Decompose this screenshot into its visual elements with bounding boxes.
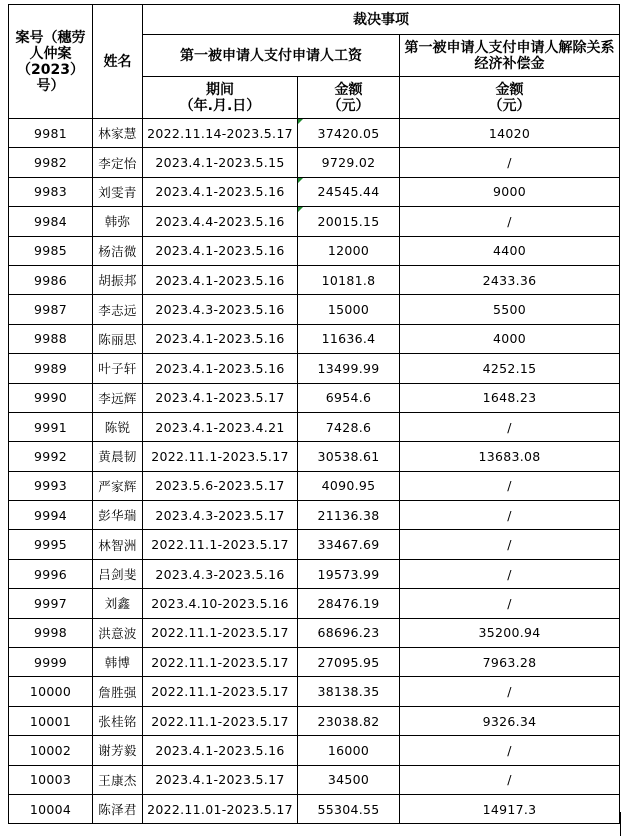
- wage-amount-value: 38138.35: [317, 684, 380, 700]
- name-cell: 李定怡: [93, 148, 143, 177]
- compensation-amount-cell: /: [400, 148, 620, 177]
- wage-amount-cell: [298, 324, 400, 353]
- period-cell: 2023.4.1-2023.5.16: [143, 324, 298, 353]
- wage-amount-cell: [298, 618, 400, 647]
- compensation-amount-cell: /: [400, 765, 620, 794]
- name-cell: 李远辉: [93, 383, 143, 412]
- wage-amount-value: 16000: [327, 742, 370, 758]
- wage-amount-cell: [298, 265, 400, 294]
- name-cell: 杨洁微: [93, 236, 143, 265]
- case-number-cell: 9982: [9, 148, 93, 177]
- wage-amount-cell: [298, 648, 400, 677]
- period-cell: 2022.11.01-2023.5.17: [143, 794, 298, 823]
- compensation-amount-cell: 1648.23: [400, 383, 620, 412]
- name-cell: 陈泽君: [93, 794, 143, 823]
- cell-comment-marker-icon: [298, 119, 303, 124]
- table-row: [9, 383, 620, 412]
- wage-amount-cell: [298, 383, 400, 412]
- wage-amount-cell: [298, 471, 400, 500]
- name-cell: 李志远: [93, 295, 143, 324]
- period-cell: 2023.4.3-2023.5.16: [143, 295, 298, 324]
- period-cell: 2022.11.1-2023.5.17: [143, 618, 298, 647]
- case-number-cell: 9994: [9, 501, 93, 530]
- wage-amount-value: 11636.4: [321, 331, 376, 347]
- compensation-amount-cell: 7963.28: [400, 648, 620, 677]
- case-number-cell: 9997: [9, 589, 93, 618]
- wage-amount-cell: [298, 501, 400, 530]
- period-cell: 2023.4.1-2023.5.16: [143, 177, 298, 206]
- compensation-amount-cell: 14020: [400, 119, 620, 148]
- case-number-cell: 10004: [9, 794, 93, 823]
- wage-amount-value: 19573.99: [317, 566, 380, 582]
- case-number-cell: 9985: [9, 236, 93, 265]
- table-row: [9, 324, 620, 353]
- period-cell: 2022.11.1-2023.5.17: [143, 530, 298, 559]
- compensation-amount-cell: /: [400, 677, 620, 706]
- wage-amount-cell: [298, 119, 400, 148]
- cell-comment-marker-icon: [298, 178, 303, 183]
- wage-amount-cell: [298, 706, 400, 735]
- table-row: [9, 706, 620, 735]
- wage-amount-value: 10181.8: [321, 272, 376, 288]
- wage-amount-value: 23038.82: [317, 713, 380, 729]
- period-cell: 2022.11.14-2023.5.17: [143, 119, 298, 148]
- wage-amount-value: 55304.55: [317, 801, 380, 817]
- wage-amount-value: 4090.95: [321, 478, 376, 494]
- table-row: [9, 559, 620, 588]
- name-cell: 彭华瑞: [93, 501, 143, 530]
- case-number-cell: 9987: [9, 295, 93, 324]
- wage-amount-value: 24545.44: [317, 184, 380, 200]
- table-row: [9, 471, 620, 500]
- wage-amount-cell: [298, 412, 400, 441]
- header-comp-group: 第一被申请人支付申请人解除关系经济补偿金: [400, 35, 620, 77]
- header-period-label: 期间: [206, 81, 234, 98]
- table-row: [9, 794, 620, 823]
- case-number-cell: 9988: [9, 324, 93, 353]
- header-comp-amount-label: 金额: [495, 81, 524, 98]
- case-number-cell: 10003: [9, 765, 93, 794]
- compensation-amount-cell: 9000: [400, 177, 620, 206]
- table-row: [9, 119, 620, 148]
- name-cell: 叶子轩: [93, 354, 143, 383]
- compensation-amount-cell: 14917.3: [400, 794, 620, 823]
- name-cell: 韩弥: [93, 207, 143, 236]
- name-cell: 陈锐: [93, 412, 143, 441]
- wage-amount-value: 33467.69: [317, 537, 380, 553]
- name-cell: 王康杰: [93, 765, 143, 794]
- header-wage-amount: [298, 77, 400, 119]
- header-comp-unit: （元）: [488, 97, 531, 114]
- wage-amount-cell: [298, 589, 400, 618]
- name-cell: 林家慧: [93, 119, 143, 148]
- table-header: [9, 5, 620, 119]
- wage-amount-cell: [298, 442, 400, 471]
- compensation-amount-cell: 4400: [400, 236, 620, 265]
- table-row: [9, 412, 620, 441]
- wage-amount-cell: [298, 794, 400, 823]
- case-number-cell: 9990: [9, 383, 93, 412]
- header-case-no: 案号（穗劳人仲案（2023）号）: [9, 5, 93, 119]
- compensation-amount-cell: /: [400, 736, 620, 765]
- period-cell: 2022.11.1-2023.5.17: [143, 442, 298, 471]
- period-cell: 2023.4.1-2023.5.16: [143, 354, 298, 383]
- header-period: [143, 77, 298, 119]
- wage-amount-value: 13499.99: [317, 360, 380, 376]
- wage-amount-cell: [298, 765, 400, 794]
- period-cell: 2023.4.1-2023.5.16: [143, 236, 298, 265]
- table-row: [9, 442, 620, 471]
- name-cell: 韩博: [93, 648, 143, 677]
- name-cell: 詹胜强: [93, 677, 143, 706]
- name-cell: 严家辉: [93, 471, 143, 500]
- ruling-table: [8, 4, 620, 824]
- name-cell: 吕剑斐: [93, 559, 143, 588]
- table-row: [9, 765, 620, 794]
- compensation-amount-cell: /: [400, 559, 620, 588]
- period-cell: 2023.5.6-2023.5.17: [143, 471, 298, 500]
- compensation-amount-cell: /: [400, 412, 620, 441]
- name-cell: 洪意波: [93, 618, 143, 647]
- table-row: [9, 501, 620, 530]
- name-cell: 黄晨韧: [93, 442, 143, 471]
- table-row: [9, 148, 620, 177]
- period-cell: 2023.4.1-2023.5.17: [143, 765, 298, 794]
- table-row: [9, 295, 620, 324]
- header-period-format: （年.月.日）: [179, 97, 261, 114]
- compensation-amount-cell: /: [400, 530, 620, 559]
- wage-amount-value: 30538.61: [317, 448, 380, 464]
- name-cell: 刘鑫: [93, 589, 143, 618]
- compensation-amount-cell: 2433.36: [400, 265, 620, 294]
- header-wage-unit: （元）: [327, 97, 370, 114]
- period-cell: 2023.4.1-2023.5.15: [143, 148, 298, 177]
- compensation-amount-cell: 5500: [400, 295, 620, 324]
- name-cell: 林智洲: [93, 530, 143, 559]
- case-number-cell: 9998: [9, 618, 93, 647]
- case-number-cell: 10002: [9, 736, 93, 765]
- table-row: [9, 530, 620, 559]
- wage-amount-cell: [298, 677, 400, 706]
- period-cell: 2022.11.1-2023.5.17: [143, 677, 298, 706]
- case-number-cell: 9981: [9, 119, 93, 148]
- wage-amount-cell: [298, 295, 400, 324]
- period-cell: 2023.4.3-2023.5.16: [143, 559, 298, 588]
- wage-amount-value: 34500: [327, 772, 370, 788]
- compensation-amount-cell: /: [400, 207, 620, 236]
- wage-amount-cell: [298, 177, 400, 206]
- compensation-amount-cell: /: [400, 589, 620, 618]
- wage-amount-cell: [298, 736, 400, 765]
- name-cell: 谢芳毅: [93, 736, 143, 765]
- compensation-amount-cell: 13683.08: [400, 442, 620, 471]
- header-wage-group: 第一被申请人支付申请人工资: [143, 35, 400, 77]
- header-ruling: 裁决事项: [143, 5, 620, 35]
- wage-amount-value: 9729.02: [321, 155, 376, 171]
- wage-amount-value: 27095.95: [317, 654, 380, 670]
- period-cell: 2022.11.1-2023.5.17: [143, 706, 298, 735]
- compensation-amount-cell: /: [400, 501, 620, 530]
- period-cell: 2022.11.1-2023.5.17: [143, 648, 298, 677]
- period-cell: 2023.4.1-2023.4.21: [143, 412, 298, 441]
- period-cell: 2023.4.3-2023.5.17: [143, 501, 298, 530]
- wage-amount-value: 68696.23: [317, 625, 380, 641]
- case-number-cell: 10001: [9, 706, 93, 735]
- wage-amount-value: 6954.6: [325, 390, 372, 406]
- case-number-cell: 9996: [9, 559, 93, 588]
- compensation-amount-cell: /: [400, 471, 620, 500]
- name-cell: 胡振邦: [93, 265, 143, 294]
- wage-amount-value: 28476.19: [317, 595, 380, 611]
- period-cell: 2023.4.1-2023.5.17: [143, 383, 298, 412]
- table-row: [9, 736, 620, 765]
- table-row: [9, 618, 620, 647]
- table-row: [9, 354, 620, 383]
- header-name: 姓名: [93, 5, 143, 119]
- wage-amount-value: 21136.38: [317, 507, 380, 523]
- case-number-cell: 9989: [9, 354, 93, 383]
- case-number-cell: 9991: [9, 412, 93, 441]
- wage-amount-value: 12000: [327, 243, 370, 259]
- case-number-cell: 9986: [9, 265, 93, 294]
- case-number-cell: 9992: [9, 442, 93, 471]
- table-row: [9, 589, 620, 618]
- wage-amount-cell: [298, 559, 400, 588]
- wage-amount-cell: [298, 354, 400, 383]
- wage-amount-cell: [298, 530, 400, 559]
- table-row: [9, 207, 620, 236]
- wage-amount-cell: [298, 236, 400, 265]
- compensation-amount-cell: 4252.15: [400, 354, 620, 383]
- table-row: [9, 177, 620, 206]
- wage-amount-cell: [298, 148, 400, 177]
- cell-comment-marker-icon: [298, 207, 303, 212]
- wage-amount-value: 15000: [327, 302, 370, 318]
- table-row: [9, 677, 620, 706]
- wage-amount-cell: [298, 207, 400, 236]
- case-number-cell: 9983: [9, 177, 93, 206]
- page-border-fragment: [620, 812, 621, 836]
- wage-amount-value: 20015.15: [317, 213, 380, 229]
- period-cell: 2023.4.4-2023.5.16: [143, 207, 298, 236]
- case-number-cell: 9995: [9, 530, 93, 559]
- header-wage-amount-label: 金额: [334, 81, 363, 98]
- case-number-cell: 9999: [9, 648, 93, 677]
- table-row: [9, 236, 620, 265]
- header-comp-amount: [400, 77, 620, 119]
- period-cell: 2023.4.1-2023.5.16: [143, 265, 298, 294]
- wage-amount-value: 37420.05: [317, 125, 380, 141]
- wage-amount-value: 7428.6: [325, 419, 372, 435]
- compensation-amount-cell: 35200.94: [400, 618, 620, 647]
- case-number-cell: 9984: [9, 207, 93, 236]
- period-cell: 2023.4.10-2023.5.16: [143, 589, 298, 618]
- name-cell: 陈丽思: [93, 324, 143, 353]
- table-body: [9, 119, 620, 824]
- period-cell: 2023.4.1-2023.5.16: [143, 736, 298, 765]
- compensation-amount-cell: 4000: [400, 324, 620, 353]
- table-row: [9, 265, 620, 294]
- case-number-cell: 10000: [9, 677, 93, 706]
- compensation-amount-cell: 9326.34: [400, 706, 620, 735]
- name-cell: 刘雯青: [93, 177, 143, 206]
- name-cell: 张桂铭: [93, 706, 143, 735]
- table-row: [9, 648, 620, 677]
- case-number-cell: 9993: [9, 471, 93, 500]
